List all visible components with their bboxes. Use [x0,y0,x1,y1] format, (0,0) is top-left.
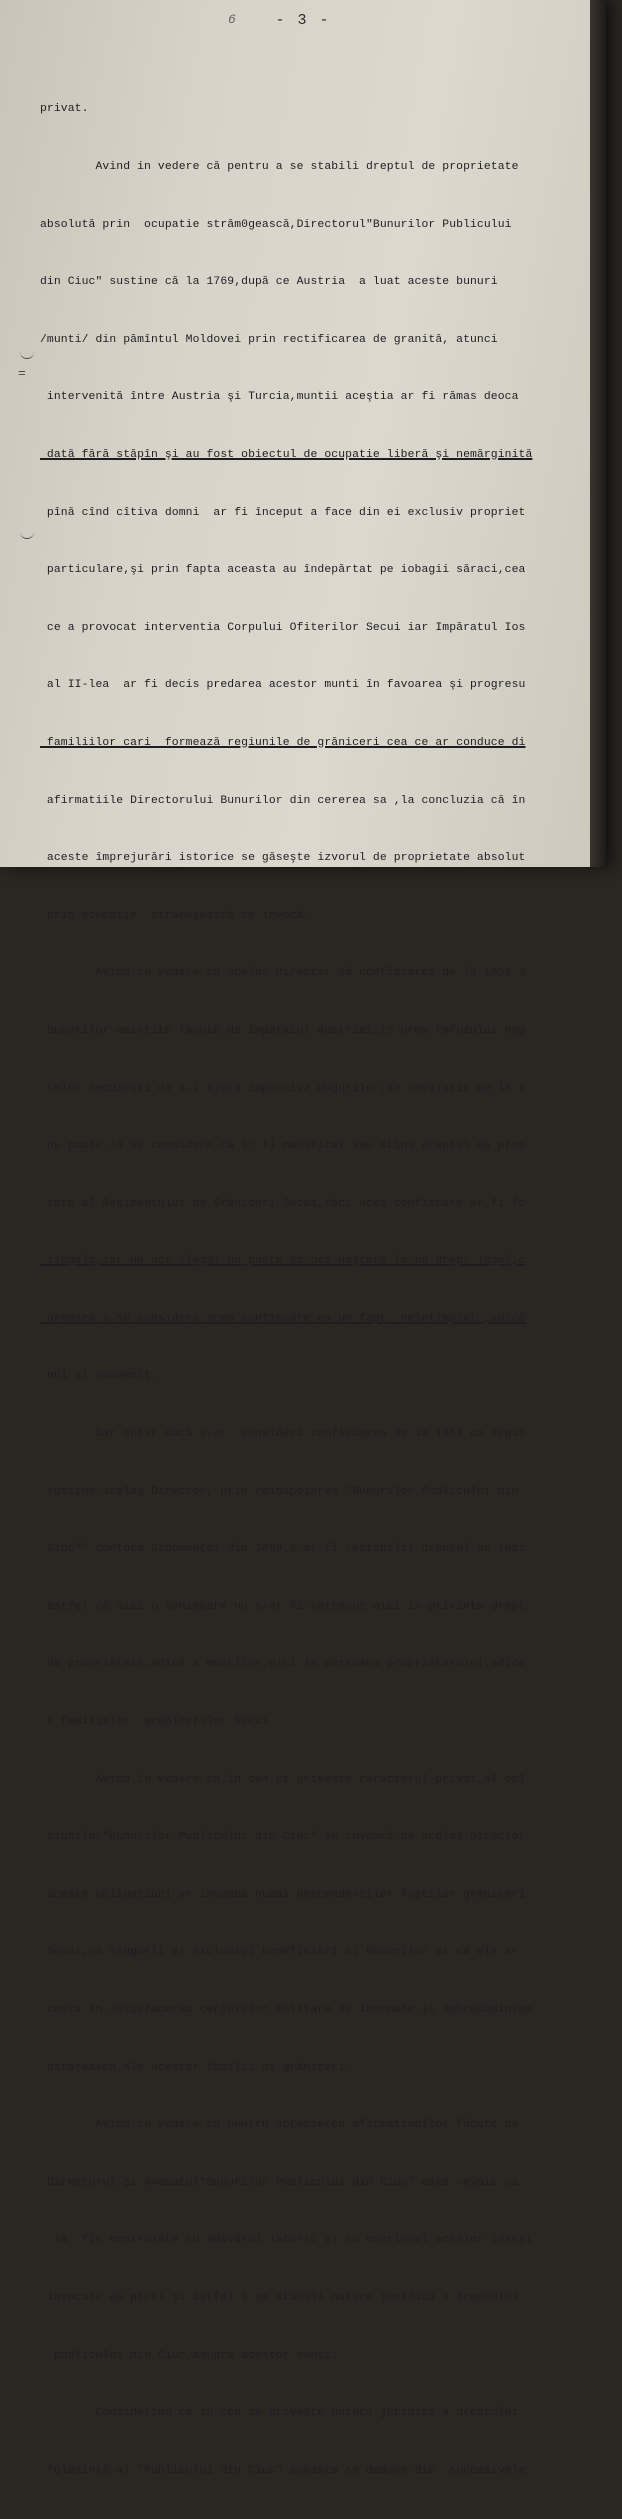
margin-dash: = [18,366,26,381]
text-line: ostăşească ale acestor familii de grăniceri. [40,2061,353,2074]
margin-mark [20,352,34,359]
page-number: - 3 - [275,12,331,29]
text-line: invocate de părti şi astfel a se stabili natura juridică a dreptului [40,2291,519,2304]
text-line: aceste obligatiuni ar incumba numai descendentilor foştilor grăniceri [40,1888,526,1901]
text-line: Considerînd că în cea ce priveşte natura juridică a dreptului [40,2407,519,2420]
text-line: tate al Regimentului de Grăniceri Secui,căci acea confiscare ar fi fo [40,1197,526,1210]
text-line: al II-lea ar fi decis predarea acestor munti în favoarea şi progresu [40,679,526,692]
text-line: prin ocupatie strămoşească ce invocă. [40,909,311,922]
text-line: să fie controlate cu adevărul istoric şi cu cuprinsul actelor înseşi [40,2234,533,2247]
text-line: Dar chiar dacă s-ar considera confiscarea de la 1851 ca legal [40,1428,526,1441]
margin-mark [20,532,34,539]
text-line: privat. [40,103,89,116]
text-line: sustine acelaş Director, prin reînapoierea "Bunurilor Publicului din [40,1485,519,1498]
text-line: telor Secuieşti de a-l ajuta împotriva Ungurilor,în revolutia de la 1 [40,1082,526,1095]
text-line: folosintă al "Publicului din Ciuc" aceasta se deduce din succesivele [40,2464,526,2477]
text-line: ce a provocat interventia Corpului Ofiterilor Secui iar Impăratul Ios [40,621,526,634]
text-line: afirmatiile Directorului Bunurilor din cererea sa ,la concluzia că în [40,794,526,807]
text-line: pînă cînd cîtiva domni ar fi început a face din ei exclusiv propriet [40,506,526,519]
text-line: ţiunilor"Bunurilor Publicului din Ciuc" se invoacă de acelaş Director [40,1831,526,1844]
corner-mark: 6 [228,12,236,27]
text-line: astfel că nici o schimbare nu s-ar fi petrecut nici în privinta drept [40,1600,526,1613]
text-line: intervenită între Austria şi Turcia,muntii aceştia ar fi rămas deoca [40,391,519,404]
text-line: urmează a se considera acea confiscare ca un fapt neîntîmplat ,adică [40,1312,526,1325]
text-line: absolută prin ocupatie străm0gească,Directorul"Bunurilor Publicului [40,218,512,231]
text-line: Avînd în vedere că în cea ce priveşte caracterul privat al obl [40,1773,526,1786]
text-line: Avind in vedere că pentru a se stabili dreptul de proprietate [40,161,519,173]
text-line: publicului din Ciuc,asupra acestor munti. [40,2349,339,2362]
text-line: Bunurilor amintite făcută de Impăratul Austriei,în urma refuzului Reg [40,1024,526,1037]
text-line: Avînd în vedere că pentru aprecierea afirmatiunilor făcute de [40,2119,519,2132]
text-line: familiilor cari formează regiunile de grăniceri cea ce ar conduce di [40,736,526,749]
text-line: aceste împrejurări istorice se găseşte izvorul de proprietate absolut [40,852,526,865]
text-line: dată fără stăpîn şi au fost obiectul de ocupatie liberă şi nemărginită [40,448,533,461]
text-line: Avînd în vedere că acelaş Director să confiscarea de la 1851 a [40,967,526,980]
text-line: nul şi neavenit. [40,1370,158,1383]
text-line: particulare,şi prin fapta aceasta au îndepărtat pe iobagii săraci,cea [40,564,526,577]
text-line: Secui,ca singurii şi exclusivi beneficiari ai Bunurilor şi că ele ar [40,1946,519,1959]
text-line: Ciuc"" conform Ordonantei din 1869,s-ar fi restabilit dreptul de înai [40,1543,526,1556]
text-line: a familiilor grănicerilor Secui. [40,1716,276,1729]
text-line: de proprietate,adică a muntilor,nici în persoana proprietarului,adică [40,1658,526,1671]
page-shadow-edge [590,0,606,867]
text-line: nu poate să se considere,că ar fi modificat sau stins dreptul de prop [40,1140,526,1153]
text-line: costa în satisfacerea cerintelor militare de înarmare şi îmbrăcămintea [40,2004,533,2016]
text-line: /munti/ din pămîntul Moldovei prin rectificarea de granită, atunci [40,333,498,346]
document-body [40,62,610,2519]
text-line: Directorul şi Avocatul"Bunurilor Publicului din Ciuc" este nevoie ca [40,2176,519,2189]
text-line: ilegală,iar un act ilegal nu poate să dea naştere la un drept legal,c [40,1255,526,1268]
text-line: din Ciuc" sustine că la 1769,după ce Austria a luat aceste bunuri [40,276,498,289]
